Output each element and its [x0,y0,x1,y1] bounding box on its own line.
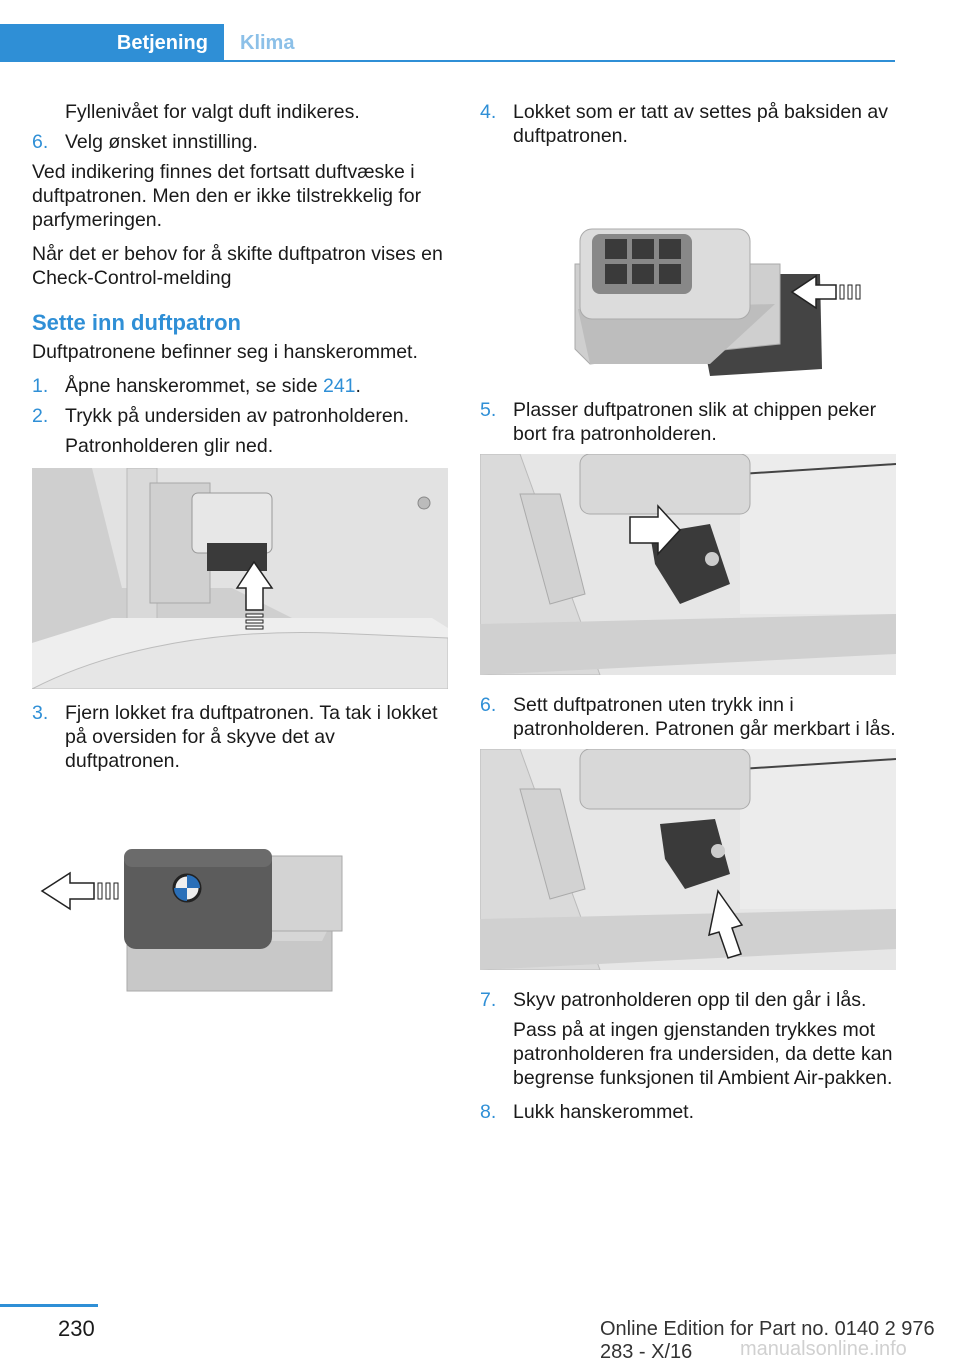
edition-text: Online Edition for Part no. 0140 2 976 283 - X/16 [600,1318,935,1363]
right-column [480,100,896,1130]
left-column [32,100,448,1011]
step-number: 6. [32,131,49,153]
step-text: Velg ønsket innstilling. [65,131,258,153]
step-number: 4. [480,101,497,123]
step-5 [480,398,896,446]
header-bar [0,24,895,62]
step-number: 6. [480,694,497,716]
step-4 [480,100,896,148]
step-number: 8. [480,1101,497,1123]
watermark: manualsonline.info [740,1338,907,1360]
step-tail: . [355,375,361,397]
cartridge-locked-figure [480,749,896,970]
paragraph-check-control: Når det er behov for å skifte duftpatron vises en Check-Control-melding [32,243,443,289]
section-heading: Sette inn duftpatron [32,310,241,335]
step-text: Åpne hanskerommet, se side [65,375,323,397]
tab-betjening-label: Betjening [116,32,208,54]
header-rule [0,60,895,62]
step-text: Lokket som er tatt av settes på baksiden av duftpatronen. [513,101,889,147]
step-3 [32,701,448,773]
step-7 [480,988,896,1012]
step-6-right [480,693,896,741]
continued-text: Fyllenivået for valgt duft indikeres. [65,101,360,123]
step-text: Trykk på undersiden av patronholderen. [65,405,409,427]
step-7-note: Pass på at ingen gjenstanden trykkes mot patronholderen fra undersiden, da dette kan begrense funksjonen til Ambient Air-pakken. [513,1019,893,1089]
step-number: 1. [32,375,49,397]
step-2-result: Patronholderen glir ned. [65,435,274,457]
step-6-left [32,130,448,154]
page-link-241[interactable]: 241 [322,375,356,397]
step-8 [480,1100,896,1124]
section-intro: Duftpatronene befinner seg i hanskerommet. [32,341,418,363]
step-number: 3. [32,702,49,724]
step-number: 2. [32,405,49,427]
cartridge-cover-removal-figure [32,781,448,1011]
insert-cartridge-figure [480,454,896,675]
step-text: Skyv patronholderen opp til den går i lås. [513,989,867,1011]
glovebox-press-figure [32,468,448,689]
step-text: Fjern lokket fra duftpatronen. Ta tak i lokket på oversiden for å skyve det av duftpatronen. [65,702,438,772]
footer-rule [0,1304,98,1307]
cover-on-back-figure [480,154,896,384]
tab-klima[interactable]: Klima [240,32,295,54]
step-number: 5. [480,399,497,421]
step-number: 7. [480,989,497,1011]
paragraph-indicator: Ved indikering finnes det fortsatt duftvæske i duftpatronen. Men den er ikke tilstrekkelig for parfymeringen. [32,161,422,231]
step-text: Sett duftpatronen uten trykk inn i patronholderen. Patronen går merkbart i lås. [513,694,896,740]
step-2 [32,404,448,428]
step-1 [32,374,448,398]
step-text: Plasser duftpatronen slik at chippen peker bort fra patronholderen. [513,399,877,445]
step-text: Lukk hanskerommet. [513,1101,694,1123]
page-number: 230 [58,1316,95,1341]
tab-betjening[interactable] [0,24,224,62]
